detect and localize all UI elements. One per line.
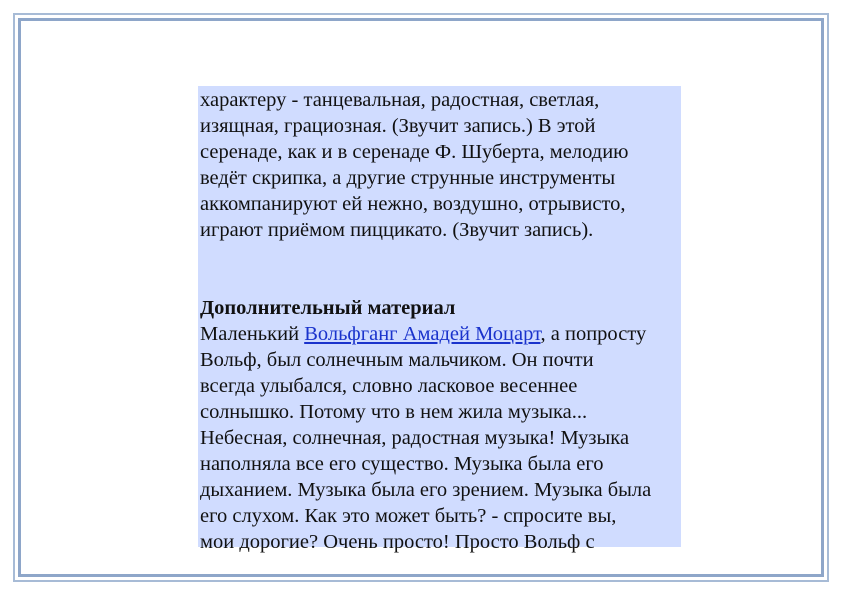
paragraph-line: наполняла все его существо. Музыка была его <box>200 453 604 475</box>
paragraph-spacer <box>200 243 681 269</box>
text-after-link: , а попросту <box>540 323 647 345</box>
paragraph-line: Небесная, солнечная, радостная музыка! Музыка <box>200 427 630 449</box>
paragraph-line: его слухом. Как это может быть? - спросите вы, <box>200 505 617 527</box>
paragraph-line: всегда улыбался, словно ласковое весеннее <box>200 375 578 397</box>
text-box <box>198 86 681 553</box>
paragraph-line: Вольф, был солнечным мальчиком. Он почти <box>200 349 594 371</box>
paragraph-line-with-link <box>200 321 681 347</box>
text-before-link: Маленький <box>200 323 305 345</box>
paragraph-line: серенаде, как и в серенаде Ф. Шуберта, мелодию <box>200 141 629 163</box>
paragraph-line: играют приёмом пиццикато. (Звучит запись). <box>200 219 594 241</box>
paragraph-line: аккомпанируют ей нежно, воздушно, отрывисто, <box>200 193 626 215</box>
mozart-link[interactable]: Вольфганг Амадей Моцарт <box>304 323 541 345</box>
paragraph-line: дыханием. Музыка была его зрением. Музыка была <box>200 479 652 501</box>
section-heading: Дополнительный материал <box>200 297 456 319</box>
paragraph-spacer <box>200 269 681 295</box>
paragraph-line: солнышко. Потому что в нем жила музыка... <box>200 401 588 423</box>
paragraph-line: ведёт скрипка, а другие струнные инструменты <box>200 167 616 189</box>
paragraph-line: изящная, грациозная. (Звучит запись.) В этой <box>200 115 596 137</box>
paragraph-line: характеру - танцевальная, радостная, светлая, <box>200 89 600 111</box>
paragraph-line: мои дорогие? Очень просто! Просто Вольф с <box>200 531 595 553</box>
